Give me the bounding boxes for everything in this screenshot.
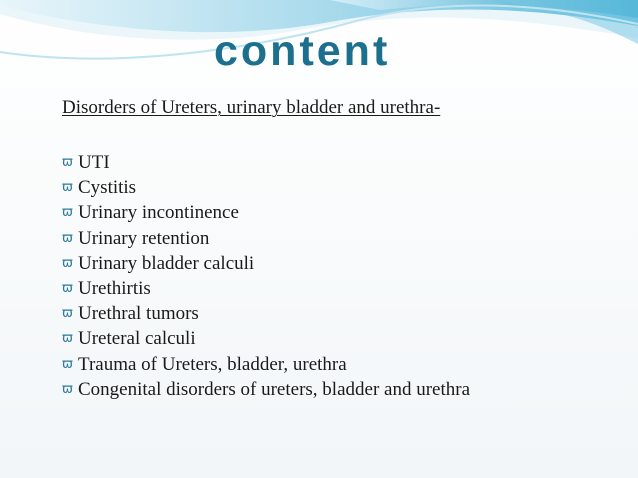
list-item: ϖ Trauma of Ureters, bladder, urethra xyxy=(62,353,347,375)
list-item: ϖ Cystitis xyxy=(62,177,137,199)
bullet-icon: ϖ xyxy=(62,381,73,397)
bullet-icon: ϖ xyxy=(62,356,73,372)
bullet-icon: ϖ xyxy=(62,230,73,246)
bullet-icon: ϖ xyxy=(62,281,73,297)
list-item: ϖ Congenital disorders of ureters, bladder and urethra xyxy=(62,378,471,400)
bullet-icon: ϖ xyxy=(62,306,73,322)
slide-title: content xyxy=(214,27,391,75)
bullet-icon: ϖ xyxy=(62,255,73,271)
bullet-icon: ϖ xyxy=(62,155,73,171)
list-item: ϖ Urethral tumors xyxy=(62,303,199,325)
section-heading: Disorders of Ureters, urinary bladder and urethra- xyxy=(62,97,441,118)
bullet-icon: ϖ xyxy=(62,180,73,196)
list-item: ϖ Ureteral calculi xyxy=(62,328,196,350)
list-item: ϖ Urinary retention xyxy=(62,227,210,249)
list-item: ϖ Urinary incontinence xyxy=(62,202,239,224)
bullet-icon: ϖ xyxy=(62,205,73,221)
bullet-icon: ϖ xyxy=(62,331,73,347)
list-item: ϖ UTI xyxy=(62,152,110,173)
list-item: ϖ Urethirtis xyxy=(62,277,151,299)
list-item: ϖ Urinary bladder calculi xyxy=(62,252,255,274)
disorder-list xyxy=(62,150,470,402)
